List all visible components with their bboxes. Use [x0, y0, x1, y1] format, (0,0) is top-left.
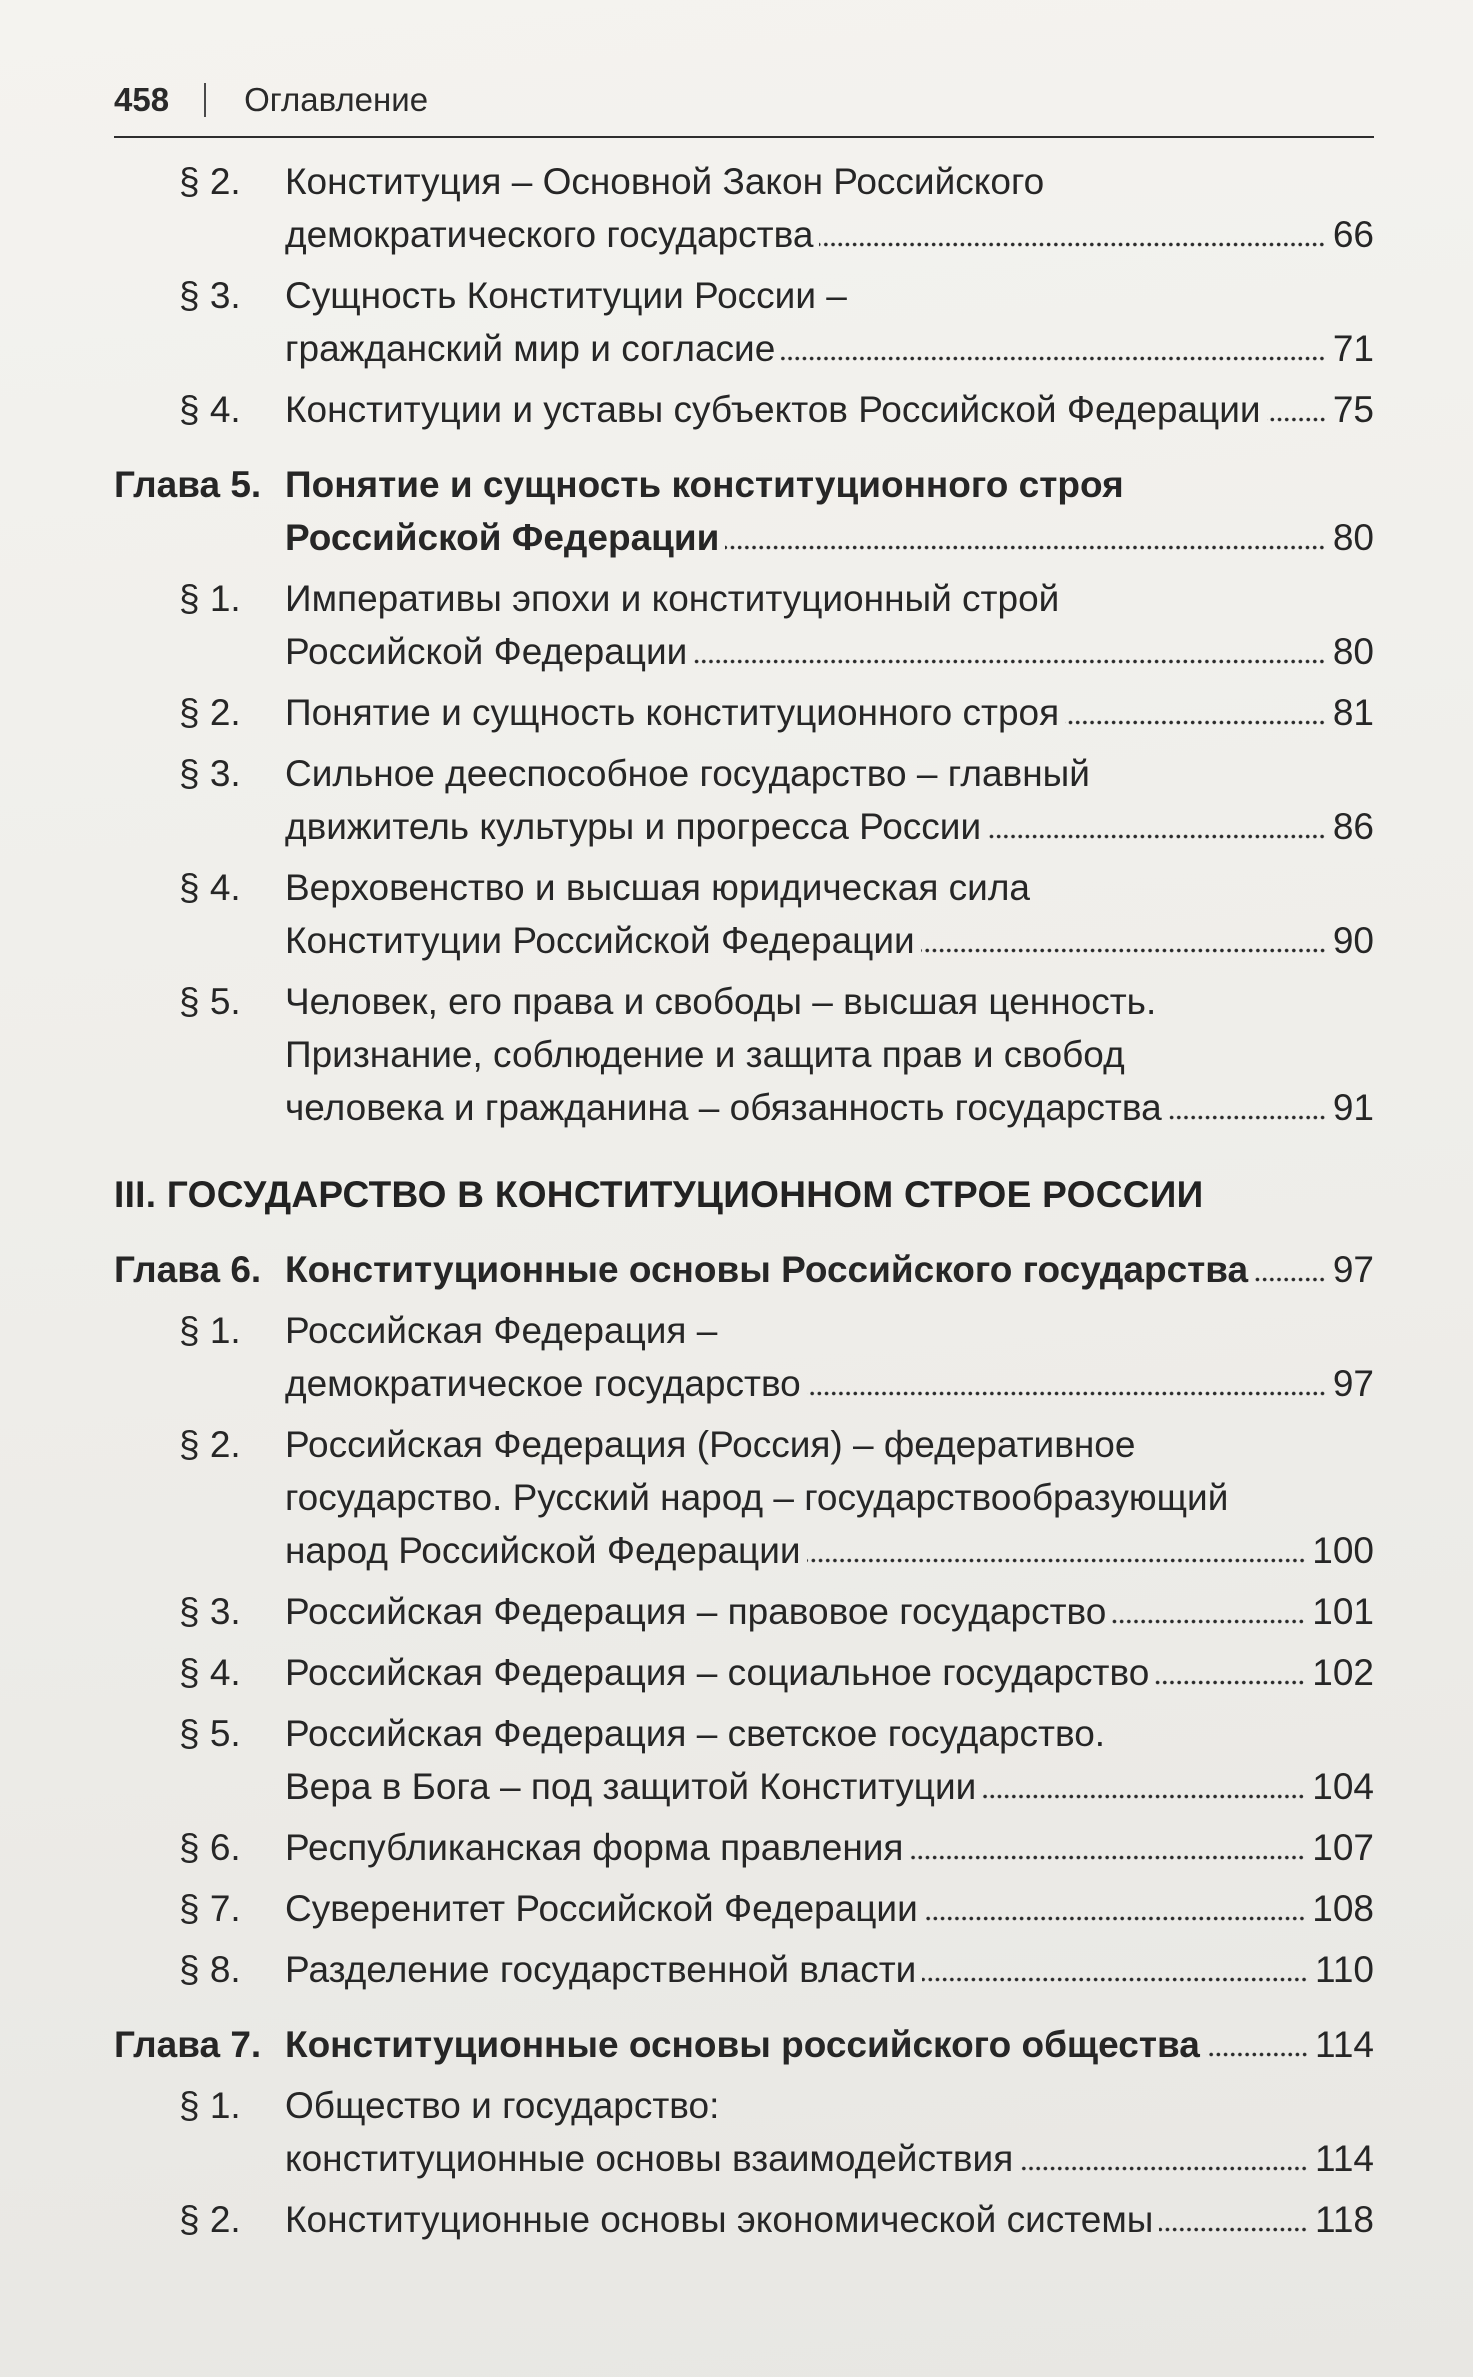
- dot-leader: [693, 659, 1326, 664]
- dot-leader: [1159, 2227, 1308, 2232]
- section-number: § 2.: [179, 2199, 241, 2240]
- section-number: § 4.: [179, 1652, 241, 1693]
- page-number: 108: [1312, 1888, 1374, 1929]
- section-number: § 3.: [179, 753, 241, 794]
- entry-title-text: демократического государства: [285, 214, 814, 255]
- dot-leader: [1112, 1619, 1305, 1624]
- entry-title-line-last: [285, 383, 1374, 436]
- toc-chapter-entry: [114, 1243, 1374, 1296]
- entry-title-text: Российской Федерации: [285, 631, 688, 672]
- toc-entry: [114, 155, 1374, 261]
- toc-entry: [114, 1304, 1374, 1410]
- dot-leader: [1155, 1680, 1305, 1685]
- section-number: § 2.: [179, 1424, 241, 1465]
- toc-entry: [114, 1882, 1374, 1935]
- entry-title-line-last: [285, 1357, 1374, 1410]
- toc-entry: [114, 1821, 1374, 1874]
- entry-title-text: конституционные основы взаимодействия: [285, 2138, 1014, 2179]
- entry-title-line-last: [285, 1943, 1374, 1996]
- section-number: § 1.: [179, 2085, 241, 2126]
- page-number: 80: [1332, 517, 1374, 558]
- entry-title-text: Суверенитет Российской Федерации: [285, 1888, 918, 1929]
- dot-leader: [1267, 417, 1326, 422]
- entry-title-line: Сильное дееспособное государство – главный: [285, 753, 1090, 794]
- dot-leader: [924, 1916, 1306, 1921]
- toc-entry: [114, 2079, 1374, 2185]
- entry-title-line-last: [285, 625, 1374, 678]
- section-number: § 3.: [179, 1591, 241, 1632]
- entry-title-line: Конституция – Основной Закон Российского: [285, 161, 1045, 202]
- page-number: 66: [1332, 214, 1374, 255]
- dot-leader: [987, 834, 1326, 839]
- toc-entry: [114, 1418, 1374, 1577]
- section-number: § 4.: [179, 389, 241, 430]
- page-number: 80: [1332, 631, 1374, 672]
- entry-title-line: Российская Федерация (Россия) – федеративное: [285, 1424, 1136, 1465]
- toc-entry: [114, 686, 1374, 739]
- page-number: 71: [1332, 328, 1374, 369]
- dot-leader: [725, 545, 1325, 550]
- toc-entry: [114, 1707, 1374, 1813]
- table-of-contents: [114, 155, 1374, 2246]
- part-heading: III. ГОСУДАРСТВО В КОНСТИТУЦИОННОМ СТРОЕ РОССИИ: [114, 1174, 1204, 1215]
- toc-entry: [114, 747, 1374, 853]
- entry-title-line-last: [285, 322, 1374, 375]
- section-number: § 2.: [179, 161, 241, 202]
- page-number: 97: [1332, 1249, 1374, 1290]
- entry-title-text: Российская Федерация – правовое государство: [285, 1591, 1107, 1632]
- entry-title-text: демократическое государство: [285, 1363, 801, 1404]
- running-title: Оглавление: [244, 81, 429, 118]
- entry-title-line: Императивы эпохи и конституционный строй: [285, 578, 1060, 619]
- section-number: § 4.: [179, 867, 241, 908]
- chapter-number: Глава 6.: [114, 1249, 262, 1290]
- dot-leader: [1019, 2166, 1308, 2171]
- entry-title-line-last: [285, 914, 1374, 967]
- section-number: § 1.: [179, 578, 241, 619]
- chapter-number: Глава 5.: [114, 464, 262, 505]
- entry-title-line: государство. Русский народ – государствообразующий: [285, 1477, 1229, 1518]
- dot-leader: [807, 1558, 1306, 1563]
- entry-title-text: Российская Федерация – социальное государство: [285, 1652, 1150, 1693]
- entry-title-line-last: [285, 1585, 1374, 1638]
- entry-title-line-last: [285, 208, 1374, 261]
- dot-leader: [781, 356, 1326, 361]
- toc-entry: [114, 2193, 1374, 2246]
- entry-title-text: Конституционные основы экономической системы: [285, 2199, 1154, 2240]
- dot-leader: [909, 1855, 1305, 1860]
- page-number: 104: [1312, 1766, 1374, 1807]
- entry-title-line-last: [285, 1882, 1374, 1935]
- toc-entry: [114, 975, 1374, 1134]
- section-number: § 5.: [179, 1713, 241, 1754]
- dot-leader: [1254, 1277, 1326, 1282]
- toc-entry: [114, 572, 1374, 678]
- page-number: 91: [1332, 1087, 1374, 1128]
- section-number: § 5.: [179, 981, 241, 1022]
- section-number: § 1.: [179, 1310, 241, 1351]
- chapter-number: Глава 7.: [114, 2024, 262, 2065]
- page-number: 97: [1332, 1363, 1374, 1404]
- entry-title-line: Российская Федерация – светское государство.: [285, 1713, 1106, 1754]
- page-number: 114: [1315, 2138, 1374, 2179]
- toc-entry: [114, 1585, 1374, 1638]
- entry-title-text: Конституции и уставы субъектов Российской Федерации: [285, 389, 1261, 430]
- dot-leader: [921, 948, 1326, 953]
- entry-title-line: Признание, соблюдение и защита прав и свобод: [285, 1034, 1125, 1075]
- entry-title-text: движитель культуры и прогресса России: [285, 806, 982, 847]
- dot-leader: [982, 1794, 1305, 1799]
- dot-leader: [922, 1977, 1308, 1982]
- toc-entry: [114, 269, 1374, 375]
- toc-chapter-entry: [114, 2018, 1374, 2071]
- entry-title-line-last: [285, 1243, 1374, 1296]
- entry-title-line-last: [285, 1821, 1374, 1874]
- entry-title-text: Конституционные основы Российского государства: [285, 1249, 1249, 1290]
- section-number: § 8.: [179, 1949, 241, 1990]
- page-number: 75: [1332, 389, 1374, 430]
- toc-chapter-entry: [114, 458, 1374, 564]
- header-rule: [114, 136, 1374, 138]
- page-number: 81: [1332, 692, 1374, 733]
- entry-title-text: гражданский мир и согласие: [285, 328, 776, 369]
- toc-entry: [114, 1646, 1374, 1699]
- entry-title-line-last: [285, 2018, 1374, 2071]
- section-number: § 2.: [179, 692, 241, 733]
- entry-title-line-last: [285, 800, 1374, 853]
- toc-entry: [114, 383, 1374, 436]
- entry-title-line: Человек, его права и свободы – высшая ценность.: [285, 981, 1157, 1022]
- dot-leader: [819, 242, 1325, 247]
- folio-page-number: 458: [114, 81, 170, 118]
- page-number: 86: [1332, 806, 1374, 847]
- entry-title-line-last: [285, 686, 1374, 739]
- page-number: 114: [1315, 2024, 1374, 2065]
- page-number: 100: [1312, 1530, 1374, 1571]
- toc-entry: [114, 1943, 1374, 1996]
- entry-title-text: человека и гражданина – обязанность государства: [285, 1087, 1162, 1128]
- dot-leader: [1065, 720, 1326, 725]
- page-number: 107: [1312, 1827, 1374, 1868]
- toc-entry: [114, 861, 1374, 967]
- entry-title-line-last: [285, 2193, 1374, 2246]
- header-separator: [204, 83, 206, 117]
- section-number: § 6.: [179, 1827, 241, 1868]
- entry-title-line-last: [285, 1081, 1374, 1134]
- section-number: § 3.: [179, 275, 241, 316]
- page-number: 118: [1315, 2199, 1374, 2240]
- section-number: § 7.: [179, 1888, 241, 1929]
- dot-leader: [1206, 2052, 1308, 2057]
- page-number: 102: [1312, 1652, 1374, 1693]
- page-number: 110: [1315, 1949, 1374, 1990]
- entry-title-line: Понятие и сущность конституционного строя: [285, 464, 1124, 505]
- entry-title-text: Вера в Бога – под защитой Конституции: [285, 1766, 977, 1807]
- entry-title-text: Республиканская форма правления: [285, 1827, 904, 1868]
- entry-title-text: Конституционные основы российского общества: [285, 2024, 1200, 2065]
- entry-title-text: Российской Федерации: [285, 517, 720, 558]
- entry-title-text: народ Российской Федерации: [285, 1530, 801, 1571]
- entry-title-line-last: [285, 1760, 1374, 1813]
- entry-title-text: Понятие и сущность конституционного строя: [285, 692, 1060, 733]
- page-number: 90: [1332, 920, 1374, 961]
- dot-leader: [1168, 1115, 1326, 1120]
- dot-leader: [807, 1391, 1326, 1396]
- entry-title-text: Конституции Российской Федерации: [285, 920, 915, 961]
- entry-title-line: Верховенство и высшая юридическая сила: [285, 867, 1030, 908]
- entry-title-line-last: [285, 511, 1374, 564]
- entry-title-line-last: [285, 2132, 1374, 2185]
- running-header: [114, 78, 1374, 122]
- entry-title-line: Российская Федерация –: [285, 1310, 718, 1351]
- entry-title-line: Общество и государство:: [285, 2085, 720, 2126]
- entry-title-line: Сущность Конституции России –: [285, 275, 847, 316]
- entry-title-text: Разделение государственной власти: [285, 1949, 917, 1990]
- entry-title-line-last: [285, 1646, 1374, 1699]
- entry-title-line-last: [285, 1524, 1374, 1577]
- page-number: 101: [1312, 1591, 1374, 1632]
